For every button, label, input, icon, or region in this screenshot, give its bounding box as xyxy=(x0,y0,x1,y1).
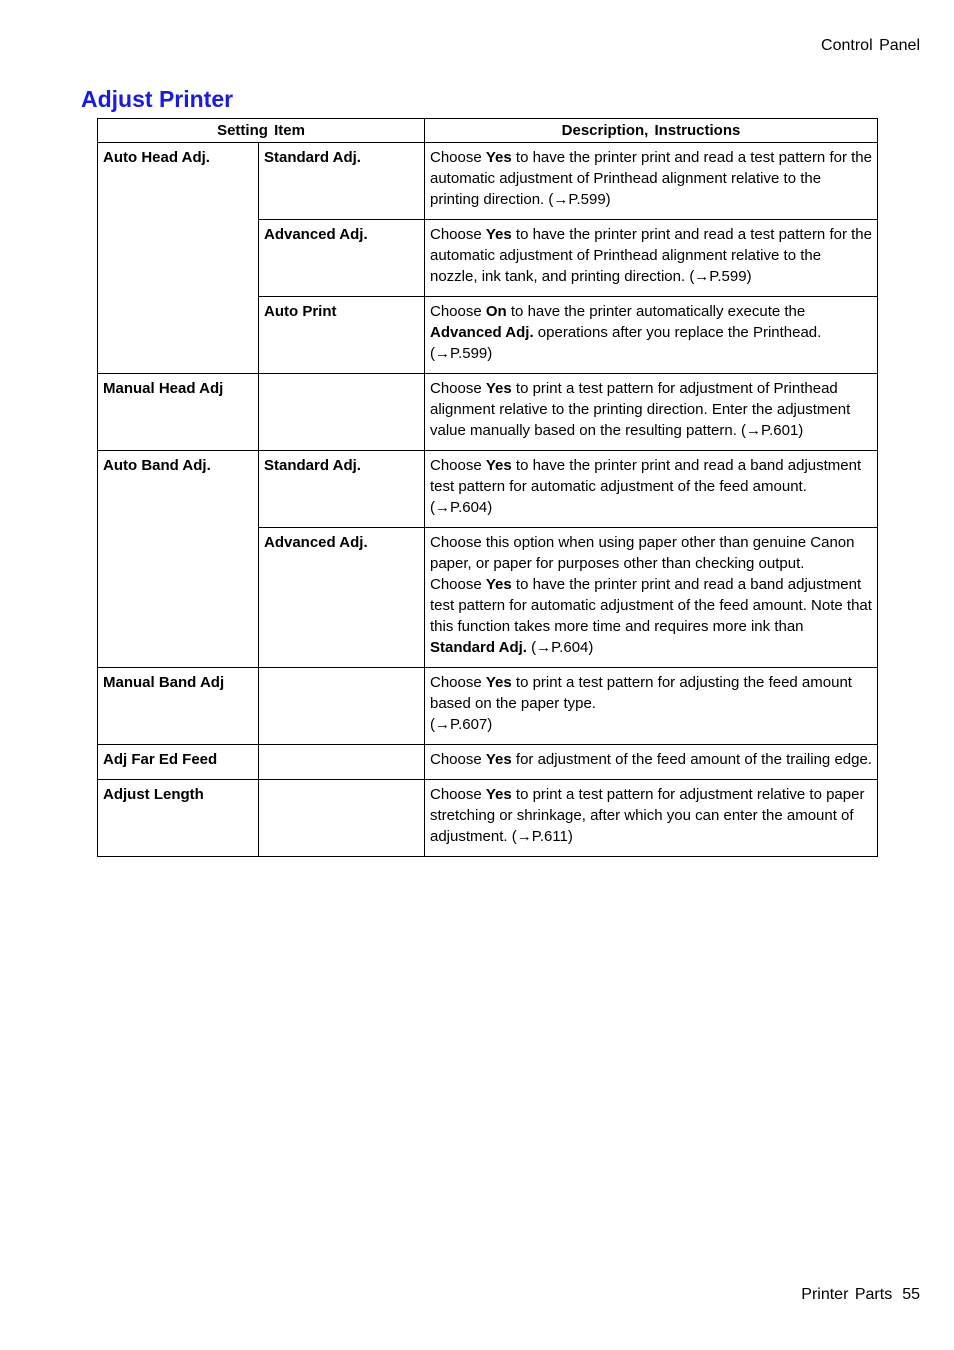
bold-term: On xyxy=(485,303,507,320)
bold-term: Yes xyxy=(485,674,512,691)
setting-description: Choose this option when using paper other than genuine Canon paper, or paper for purposes other than checking output. Choose Yes to have the printer print and read a band adjustment test pattern for automatic adjustment of the feed amount. Note that this function takes more time and requires more ink than Standard Adj. (→P.604) xyxy=(425,528,878,668)
bold-term: Yes xyxy=(485,149,512,166)
setting-description: Choose Yes to have the printer print and read a test pattern for the automatic adjustment of Printhead alignment relative to the nozzle, ink tank, and printing direction. (→P.599) xyxy=(425,220,878,297)
setting-item: Manual Head Adj xyxy=(98,374,259,451)
table-header-row xyxy=(98,119,878,143)
bold-term: Yes xyxy=(485,226,512,243)
setting-item: Manual Band Adj xyxy=(98,668,259,745)
page-title: Adjust Printer xyxy=(81,86,234,112)
table-row xyxy=(98,668,878,745)
table-row xyxy=(98,374,878,451)
setting-description: Choose Yes to print a test pattern for adjusting the feed amount based on the paper type. (→P.607) xyxy=(425,668,878,745)
header-description: Description, Instructions xyxy=(425,119,878,143)
setting-item: Adj Far Ed Feed xyxy=(98,745,259,780)
setting-description: Choose Yes to have the printer print and read a test pattern for the automatic adjustment of Printhead alignment relative to the printing direction. (→P.599) xyxy=(425,143,878,220)
running-header: Control Panel xyxy=(821,37,920,54)
setting-item: Auto Band Adj. xyxy=(98,451,259,668)
setting-subitem xyxy=(259,780,425,857)
setting-subitem: Advanced Adj. xyxy=(259,528,425,668)
table-row xyxy=(98,143,878,220)
setting-item: Adjust Length xyxy=(98,780,259,857)
bold-term: Standard Adj. xyxy=(430,639,527,656)
table-row xyxy=(98,780,878,857)
setting-subitem xyxy=(259,745,425,780)
bold-term: Yes xyxy=(485,786,512,803)
setting-item: Auto Head Adj. xyxy=(98,143,259,374)
setting-subitem xyxy=(259,668,425,745)
table-row xyxy=(98,451,878,528)
header-setting-item: Setting Item xyxy=(98,119,425,143)
page-footer xyxy=(801,1286,920,1304)
setting-subitem: Advanced Adj. xyxy=(259,220,425,297)
table-row xyxy=(98,745,878,780)
bold-term: Yes xyxy=(485,457,512,474)
setting-description: Choose Yes to print a test pattern for adjustment of Printhead alignment relative to the printing direction. Enter the adjustment value manually based on the resulting pattern. (→P.601) xyxy=(425,374,878,451)
setting-subitem xyxy=(259,374,425,451)
setting-description: Choose Yes for adjustment of the feed amount of the trailing edge. xyxy=(425,745,878,780)
setting-description: Choose Yes to print a test pattern for adjustment relative to paper stretching or shrinkage, after which you can enter the amount of adjustment. (→P.611) xyxy=(425,780,878,857)
bold-term: Yes xyxy=(485,380,512,397)
setting-subitem: Standard Adj. xyxy=(259,451,425,528)
settings-table xyxy=(97,118,878,857)
bold-term: Yes xyxy=(485,751,512,768)
page-number: 55 xyxy=(902,1286,920,1303)
setting-subitem: Auto Print xyxy=(259,297,425,374)
footer-section: Printer Parts xyxy=(801,1286,893,1303)
setting-description: Choose On to have the printer automatically execute the Advanced Adj. operations after you replace the Printhead. (→P.599) xyxy=(425,297,878,374)
setting-subitem: Standard Adj. xyxy=(259,143,425,220)
setting-description: Choose Yes to have the printer print and read a band adjustment test pattern for automatic adjustment of the feed amount. (→P.604) xyxy=(425,451,878,528)
bold-term: Advanced Adj. xyxy=(430,324,534,341)
bold-term: Yes xyxy=(485,576,512,593)
